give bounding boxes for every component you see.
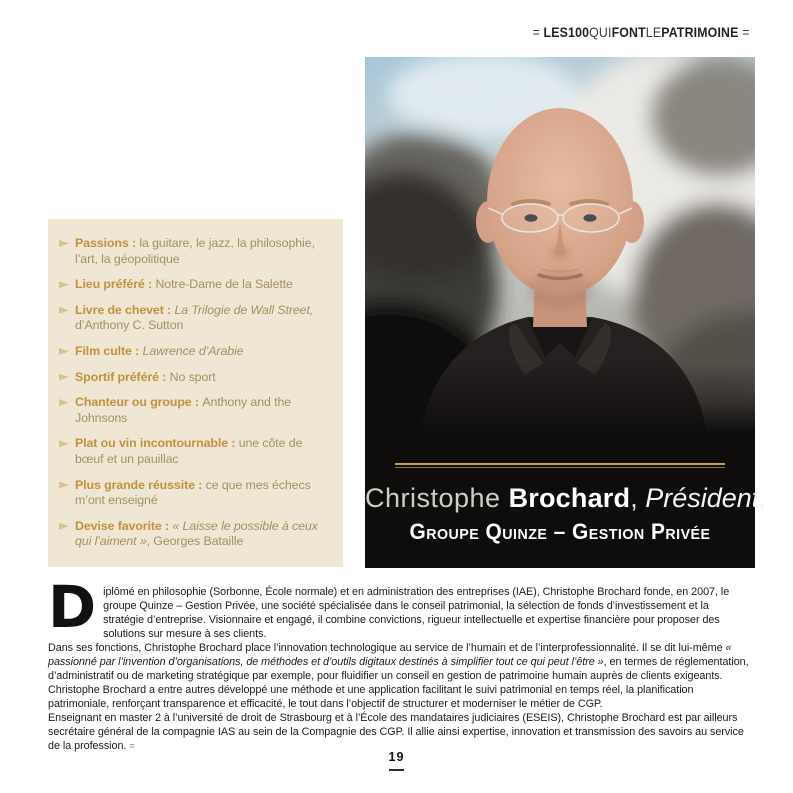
fact-value-italic: La Trilogie de Wall Street, bbox=[174, 302, 314, 317]
fact-item-sportif bbox=[59, 370, 331, 386]
fact-label: Plat ou vin incontournable : bbox=[75, 436, 239, 451]
fact-value: ce que mes échecs m’ont enseigné bbox=[75, 477, 311, 508]
fact-item-passions bbox=[59, 236, 331, 267]
flag-bullet-icon bbox=[59, 307, 69, 316]
flag-bullet-icon bbox=[59, 374, 69, 383]
fact-item-plat bbox=[59, 436, 331, 467]
fact-value: , Georges Bataille bbox=[146, 534, 244, 549]
bio-p2-before: Dans ses fonctions, Christophe Brochard place l’innovation technologique au service de l’humain et de l’interprofessionnalité. Il se dit lui-même bbox=[48, 642, 726, 654]
bio-p2-after: , en termes de réglementation, d’administratif ou de marketing stratégique par exemple, pour fluidifier un conseil en gestion de patrimoine humain auprès de clients exigeants. Christophe Brochard a entre autres développé une méthode et une application facilitant le suivi patrimonial en temps réel, la planification patrimoniale, renforçant transparence et efficacité, le tout dans l’objectif de structurer et moderniser le métier de CGP. bbox=[48, 656, 749, 710]
fact-text bbox=[75, 395, 331, 426]
fact-label: Sportif préféré : bbox=[75, 369, 170, 384]
fact-label: Lieu préféré : bbox=[75, 277, 156, 292]
fact-label: Livre de chevet : bbox=[75, 302, 175, 317]
fact-item-devise bbox=[59, 519, 331, 550]
flag-bullet-icon bbox=[59, 348, 69, 357]
fact-label: Plus grande réussite : bbox=[75, 477, 206, 492]
biography-text bbox=[48, 573, 749, 753]
brand-segment: LES100 bbox=[543, 24, 589, 40]
facts-list bbox=[59, 236, 331, 550]
fact-item-film bbox=[59, 344, 331, 360]
portrait-illustration bbox=[365, 57, 755, 433]
fact-text bbox=[75, 478, 331, 509]
brand-segment: QUI bbox=[588, 24, 612, 40]
fact-value: Anthony and the Johnsons bbox=[75, 395, 292, 425]
article-end-mark: = bbox=[129, 741, 134, 751]
brand-segment: LE bbox=[645, 24, 661, 40]
last-name: Brochard bbox=[508, 483, 631, 513]
name-separator: , bbox=[630, 483, 646, 513]
job-title: Président, bbox=[645, 483, 767, 513]
fact-text bbox=[75, 277, 293, 293]
fact-value-italic: « Laisse le possible à ceux qui l’aiment » bbox=[75, 518, 318, 549]
page-footer bbox=[0, 750, 793, 771]
fact-value: la guitare, le jazz, la philosophie, l’art, la géopolitique bbox=[75, 236, 315, 266]
fact-text bbox=[75, 370, 216, 386]
flag-bullet-icon bbox=[59, 281, 69, 290]
fact-item-lieu bbox=[59, 277, 331, 293]
page-number: 19 bbox=[388, 750, 405, 764]
fact-text bbox=[75, 303, 331, 334]
bio-paragraph-2 bbox=[48, 641, 749, 711]
fact-label: Devise favorite : bbox=[75, 518, 173, 533]
fact-text bbox=[75, 236, 331, 267]
flag-bullet-icon bbox=[59, 482, 69, 491]
gold-divider bbox=[395, 463, 725, 468]
fact-value-italic: Lawrence d’Arabie bbox=[142, 343, 244, 358]
portrait-photo bbox=[365, 57, 755, 433]
brand-segment: FONT bbox=[611, 24, 646, 40]
brand-segment: = bbox=[532, 24, 544, 40]
flag-bullet-icon bbox=[59, 399, 69, 408]
fact-value: Notre-Dame de la Salette bbox=[155, 277, 293, 292]
fact-value: No sport bbox=[169, 369, 216, 384]
bio-p2-quote: « passionné par l’invention d’organisations, de méthodes et d’outils digitaux destinés à simplifier tout ce qui peut l’être » bbox=[48, 642, 732, 668]
head bbox=[487, 108, 633, 296]
bio-paragraph-1 bbox=[48, 573, 749, 641]
fact-label: Chanteur ou groupe : bbox=[75, 395, 203, 410]
flag-bullet-icon bbox=[59, 240, 69, 249]
brand-segment: PATRIMOINE bbox=[660, 24, 739, 40]
fact-item-reussite bbox=[59, 478, 331, 509]
organization-name: Groupe Quinze – Gestion Privée bbox=[409, 519, 711, 544]
flag-bullet-icon bbox=[59, 440, 69, 449]
nameplate bbox=[365, 433, 767, 568]
bio-paragraph-3 bbox=[48, 711, 749, 753]
personal-facts-panel bbox=[48, 219, 343, 567]
person-name-line bbox=[365, 483, 767, 513]
folio-rule bbox=[389, 769, 404, 771]
drop-cap: D bbox=[48, 573, 97, 641]
fact-value: une côte de bœuf et un pauillac bbox=[75, 436, 303, 466]
fact-text bbox=[75, 344, 243, 360]
fact-text bbox=[75, 519, 331, 550]
magazine-brand bbox=[532, 24, 749, 40]
profile-card bbox=[365, 57, 767, 568]
fact-label: Film culte : bbox=[75, 343, 143, 358]
bio-p1-text: iplômé en philosophie (Sorbonne, École normale) et en administration des entreprises (IAE), Christophe Brochard fonde, en 2007, le groupe Quinze – Gestion Privée, une société spécialisée dans le conseil patrimonial, la sélection de fonds d’investissement et la stratégie d’entreprise. Visionnaire et engagé, il combine convictions, rigueur intellectuelle et expertise financière pour proposer des solutions sur mesure à ses clients. bbox=[103, 586, 730, 640]
photo-bottom-fade bbox=[365, 363, 755, 433]
fact-label: Passions : bbox=[75, 236, 140, 250]
first-name: Christophe bbox=[365, 483, 509, 513]
fact-item-livre bbox=[59, 303, 331, 334]
flag-bullet-icon bbox=[59, 523, 69, 532]
brand-segment: = bbox=[738, 24, 749, 40]
fact-text bbox=[75, 436, 331, 467]
fact-value: d’Anthony C. Sutton bbox=[75, 318, 184, 333]
bio-p3-text: Enseignant en master 2 à l’université de droit de Strasbourg et à l’École des mandataires judiciaires (ESEIS), Christophe Brochard est par ailleurs secrétaire général de la compagnie IAS au sein de la Compagnie des CGP. Il allie ainsi expertise, innovation et transmission des savoirs au service de la profession. bbox=[48, 712, 744, 752]
fact-item-chanteur bbox=[59, 395, 331, 426]
